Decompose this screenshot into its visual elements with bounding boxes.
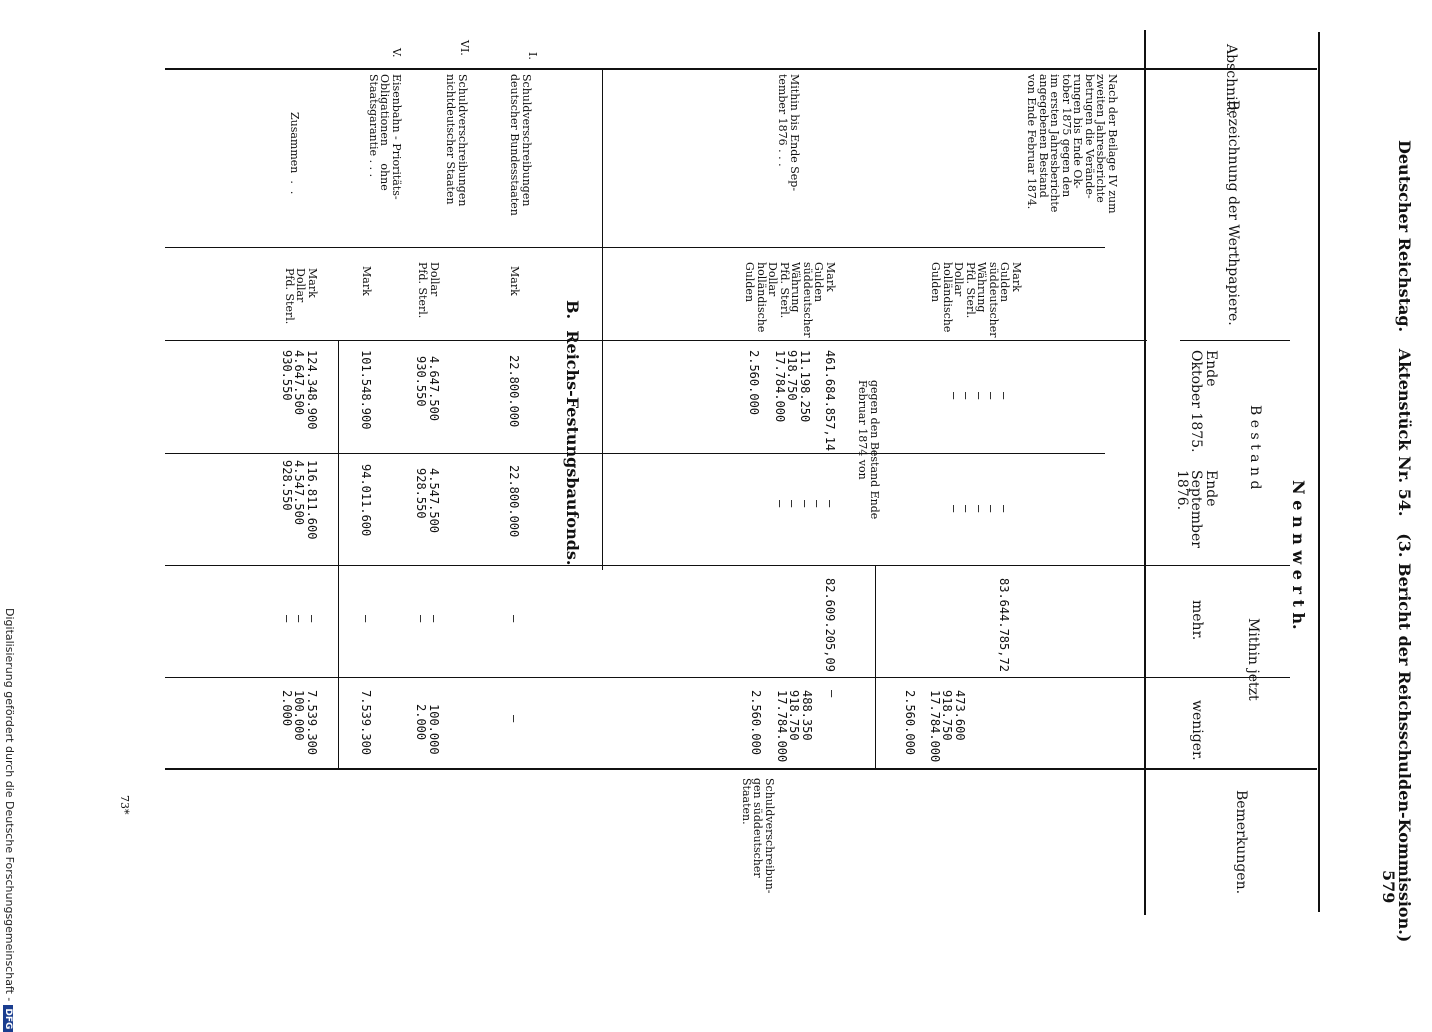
- row-2-description: Schuldverschreibungen nichtdeutscher Staaten: [444, 74, 469, 207]
- block-a-description: Nach der Beilage IV zum zweiten Jahresberichte betrugen die Verände- rungen bis Ende Ok- tober 1875 gegen den im ersten Jahresberichte angegebenen Bestand von Ende Februar 1874.: [1025, 74, 1119, 214]
- footer-text: Digitalisierung gefördert durch die Deutsche Forschungsgemeinschaft -: [3, 608, 16, 1002]
- column-header-bezeichnung: Bezeichnung der Werthpapiere.: [1225, 100, 1241, 326]
- rule-header-mid: [1145, 340, 1147, 341]
- running-title: Deutscher Reichstag. Aktenstück Nr. 54. (3. Bericht der Reichsschulden-Kommission.): [1395, 140, 1414, 943]
- block-a2-mehr: 82.609.205,09: [823, 578, 837, 672]
- row-3-mehr: —: [359, 615, 373, 623]
- digitization-footer: [3, 608, 16, 1032]
- block-a2-september-dashes: — — — — —: [772, 500, 837, 508]
- row-2-mehr: — —: [414, 615, 441, 623]
- row-2-weniger: 100.000 2.000: [414, 704, 441, 755]
- section-b-title: B. Reichs-Festungsbaufonds.: [563, 300, 582, 566]
- row-2-september: 4.547.500 928.550: [414, 468, 441, 534]
- row-3-currency: Mark: [360, 266, 373, 296]
- block-a2-bemerkung: Schuldverschreibun- gen süddeutscher Staaten.: [739, 778, 776, 894]
- row-2-abschnitt: VI.: [458, 40, 471, 56]
- row-1-abschnitt: I.: [526, 52, 539, 60]
- column-header-abschnitt: Abschnitt.: [1223, 44, 1239, 117]
- column-header-ende-september: Ende September 1876.: [1173, 470, 1219, 548]
- row-3-weniger: 7.539.300: [359, 690, 373, 756]
- rule-total: [338, 340, 339, 770]
- row-3-september: 94.011.600: [359, 464, 373, 537]
- row-1-description: Schuldverschreibungen deutscher Bundesstaaten: [508, 74, 533, 216]
- column-header-weniger: weniger.: [1189, 700, 1205, 761]
- column-header-bemerkungen: Bemerkungen.: [1233, 790, 1249, 895]
- rule-section-split: [602, 70, 603, 570]
- row-2-currency: Dollar Pfd. Sterl.: [416, 262, 441, 319]
- rule-bestand: [1180, 340, 1290, 341]
- row-1-weniger: —: [507, 715, 521, 723]
- block-a2-currencies: Mark Gulden süddeutscher Währung Pfd. Sterl. Dollar holländische Gulden: [743, 262, 837, 338]
- row-3-abschnitt: V.: [390, 48, 403, 58]
- rule-col-3: [165, 453, 1105, 454]
- column-header-bestand: B e s t a n d: [1247, 405, 1263, 490]
- block-a-mehr: 83.644.785,72: [997, 578, 1011, 672]
- rule-col-4: [165, 565, 1290, 566]
- column-header-nennwerth: N e n n w e r t h.: [1289, 480, 1308, 630]
- rule-col-1: [165, 247, 1105, 248]
- block-a-dashes-september: — — — — —: [946, 505, 1011, 513]
- row-total-currency: Mark Dollar Pfd. Sterl.: [282, 268, 319, 325]
- column-header-mehr: mehr.: [1189, 600, 1205, 641]
- row-3-description: Eisenbahn - Prioritäts- Obligationen ohne Staatsgarantie . . .: [366, 74, 403, 200]
- block-a2-weniger: — 488.350 918.750 17.784.000 2.560.000: [749, 690, 839, 763]
- block-a-dashes-oktober: — — — — —: [946, 392, 1011, 400]
- rule-right-double-inner: [1144, 30, 1146, 915]
- rule-col-5: [165, 677, 1290, 678]
- row-total-mehr: — — —: [279, 615, 319, 623]
- row-2-oktober: 4.647.500 930.550: [414, 356, 441, 422]
- row-3-oktober: 101.548.900: [359, 350, 373, 430]
- row-1-oktober: 22.800.000: [507, 355, 521, 428]
- block-a2-description: Mithin bis Ende Sep- tember 1876 . . .: [776, 74, 801, 192]
- column-header-mithin-jetzt: Mithin jetzt: [1245, 618, 1261, 701]
- row-total-weniger: 7.539.300 100.000 2.000: [279, 690, 319, 756]
- row-1-mehr: —: [507, 615, 521, 623]
- row-1-currency: Mark: [508, 266, 521, 296]
- block-a-currencies: Mark Gulden süddeutscher Währung Pfd. Sterl. Dollar holländische Gulden: [929, 262, 1023, 338]
- row-total-oktober: 124.348.900 4.647.500 930.550: [279, 350, 319, 430]
- column-header-ende-oktober: Ende Oktober 1875.: [1188, 350, 1219, 453]
- rule-col-2: [165, 340, 1145, 341]
- dfg-logo: DFG: [3, 1005, 13, 1032]
- footnote-page-marker: 73*: [118, 795, 131, 815]
- row-total-description: Zusammen . .: [288, 112, 301, 195]
- rule-block-a: [875, 565, 876, 770]
- block-a2-oktober: 461.684.857,14 11.198.250 918.750 17.784.000 2.560.000: [747, 350, 837, 452]
- block-a-gegen: gegen den Bestand Ende Februar 1874 von: [856, 380, 881, 520]
- rule-top-header: [165, 68, 1317, 70]
- row-1-september: 22.800.000: [507, 465, 521, 538]
- page-number: 579: [1379, 870, 1398, 904]
- rule-right-double-outer: [1318, 32, 1320, 912]
- block-a-weniger: 473.600 918.750 17.784.000 2.560.000: [902, 690, 967, 763]
- row-total-september: 116.811.600 4.547.500 928.550: [279, 460, 319, 540]
